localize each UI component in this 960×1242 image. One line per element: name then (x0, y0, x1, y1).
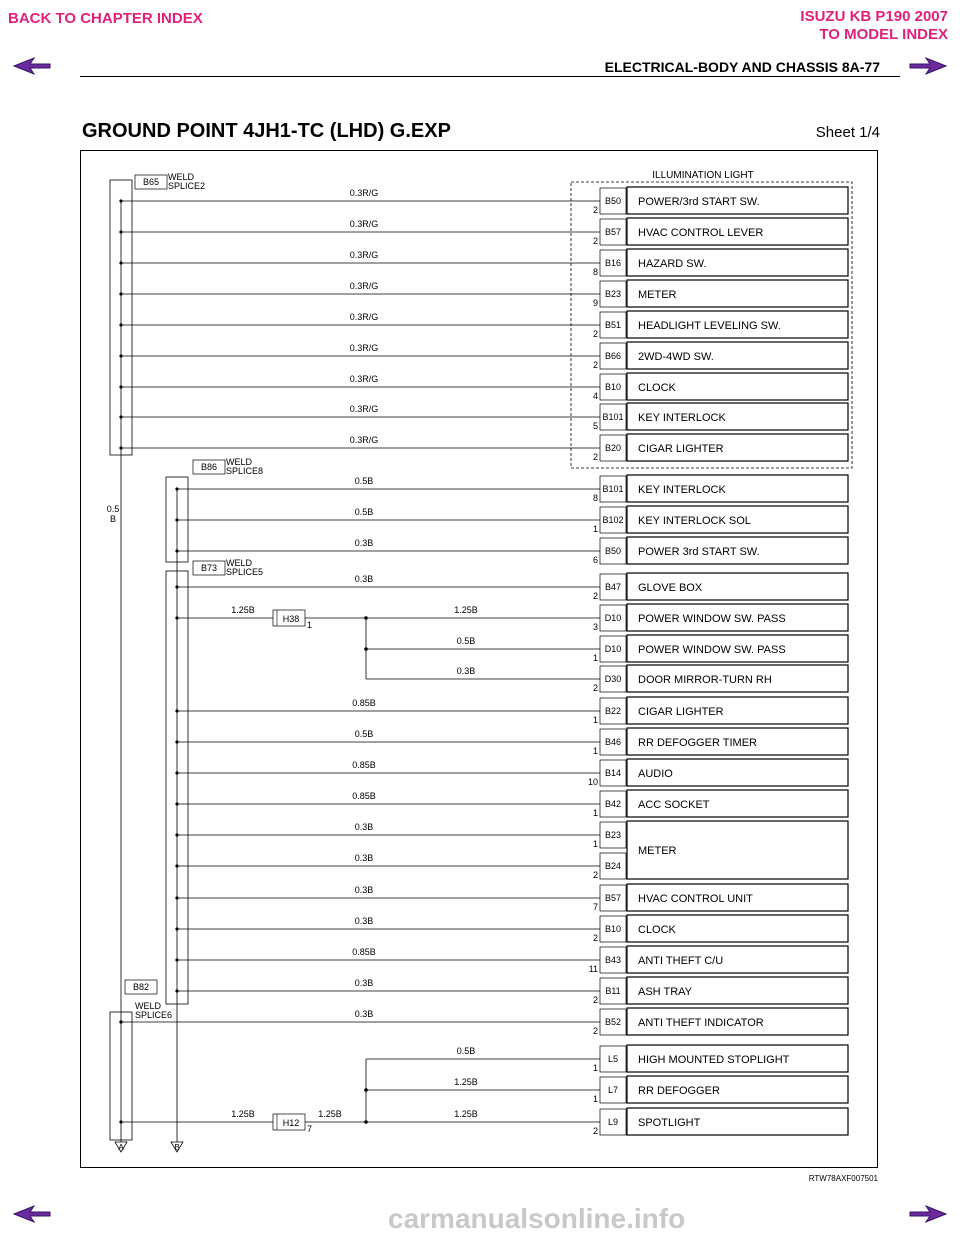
junction-dot (364, 1088, 368, 1092)
wire-size-label: 0.3R/G (349, 281, 379, 291)
model-name: ISUZU KB P190 2007 (800, 8, 948, 25)
connector-code: B102 (602, 515, 624, 525)
inline-connector-pin: 7 (307, 1124, 313, 1134)
splice-junction-dot (175, 802, 178, 805)
connector-code: B20 (604, 443, 622, 453)
inline-connector-pin: 1 (307, 620, 313, 630)
wire-size-label: 0.3R/G (349, 374, 379, 384)
wire-size-label: 0.3B (354, 538, 374, 548)
connector-code: D10 (604, 644, 622, 654)
main-wire-size-label: B (109, 514, 117, 524)
component-name: HVAC CONTROL LEVER (638, 227, 764, 239)
connector-pin: 2 (592, 1126, 598, 1136)
wire-size-label: 0.3R/G (349, 435, 379, 445)
connector-code: B57 (604, 227, 622, 237)
connector-pin: 2 (592, 360, 598, 370)
back-to-chapter-index-link[interactable]: BACK TO CHAPTER INDEX (8, 10, 203, 27)
component-name: CIGAR LIGHTER (638, 706, 724, 718)
splice-junction-dot (175, 585, 178, 588)
connector-code: B66 (604, 351, 622, 361)
wire-size-label: 0.3B (354, 822, 374, 832)
component-name: 2WD-4WD SW. (638, 351, 714, 363)
splice-code: B65 (142, 177, 160, 187)
splice-junction-dot (119, 199, 122, 202)
component-name: HAZARD SW. (638, 258, 707, 270)
junction-dot (364, 616, 368, 620)
splice-junction-dot (119, 354, 122, 357)
connector-pin: 3 (592, 622, 598, 632)
component-name: CLOCK (638, 924, 676, 936)
splice-junction-dot (175, 487, 178, 490)
wire-size-label: 1.25B (454, 1077, 478, 1087)
connector-pin: 1 (592, 715, 598, 725)
component-name: CLOCK (638, 382, 676, 394)
splice-label: WELD (226, 457, 253, 467)
wire-size-label: 0.5B (456, 636, 476, 646)
splice-junction-dot (175, 864, 178, 867)
connector-pin: 1 (592, 839, 598, 849)
splice-junction-dot (175, 549, 178, 552)
component-name: GLOVE BOX (638, 582, 703, 594)
splice-junction-dot (119, 415, 122, 418)
connector-pin: 10 (587, 777, 598, 787)
wire-size-label: 0.3R/G (349, 343, 379, 353)
connector-pin: 1 (592, 524, 598, 534)
connector-code: B10 (604, 382, 622, 392)
wire-size-label: 0.5B (456, 1046, 476, 1056)
connector-pin: 2 (592, 933, 598, 943)
wire-size-label: 0.3B (354, 978, 374, 988)
splice-junction-dot (119, 1120, 122, 1123)
connector-pin: 2 (592, 236, 598, 246)
watermark: carmanualsonline.info (388, 1203, 686, 1234)
connector-pin: 1 (592, 1063, 598, 1073)
ground-terminal-label: B (174, 1143, 180, 1152)
splice-junction-dot (119, 446, 122, 449)
junction-dot (364, 647, 368, 651)
component-name: RR DEFOGGER (638, 1085, 720, 1097)
connector-pin: 2 (592, 870, 598, 880)
connector-pin: 2 (592, 1026, 598, 1036)
connector-code: B16 (604, 258, 622, 268)
wire-size-label: 0.3B (354, 853, 374, 863)
section-title: ELECTRICAL-BODY AND CHASSIS 8A-77 (604, 59, 880, 75)
connector-pin: 2 (592, 329, 598, 339)
connector-pin: 11 (588, 964, 598, 974)
figure-reference: RTW78AXF007501 (808, 1174, 878, 1183)
to-model-index-link[interactable]: TO MODEL INDEX (819, 26, 948, 43)
splice-junction-dot (119, 230, 122, 233)
component-name: HIGH MOUNTED STOPLIGHT (638, 1054, 790, 1066)
connector-code: B50 (604, 196, 622, 206)
connector-pin: 7 (592, 902, 598, 912)
main-wire-size-label: 0.5 (106, 504, 120, 514)
splice-label: SPLICE2 (168, 181, 206, 191)
component-name: POWER WINDOW SW. PASS (638, 644, 786, 656)
splice-label: WELD (135, 1001, 162, 1011)
connector-pin: 2 (592, 591, 598, 601)
splice-label: SPLICE8 (226, 466, 264, 476)
splice-junction-dot (119, 323, 122, 326)
wire-size-label: 0.3R/G (349, 250, 379, 260)
splice-label: WELD (168, 172, 195, 182)
diagram-title: GROUND POINT 4JH1-TC (LHD) G.EXP (82, 120, 451, 142)
component-name: HEADLIGHT LEVELING SW. (638, 320, 781, 332)
component-name: RR DEFOGGER TIMER (638, 737, 757, 749)
inline-connector-code: H38 (282, 614, 300, 624)
component-name: KEY INTERLOCK (638, 484, 726, 496)
component-name: METER (638, 845, 677, 857)
connector-code: B46 (604, 737, 622, 747)
wire-size-label: 0.3B (354, 916, 374, 926)
connector-pin: 8 (592, 267, 598, 277)
splice-junction-dot (175, 833, 178, 836)
connector-pin: 2 (592, 995, 598, 1005)
connector-code: B10 (604, 924, 622, 934)
connector-pin: 9 (592, 298, 598, 308)
connector-code: B14 (604, 768, 622, 778)
wire-size-label: 0.3B (456, 666, 476, 676)
connector-pin: 2 (592, 452, 598, 462)
wire-size-label: 1.25B (231, 605, 255, 615)
splice-junction-dot (175, 927, 178, 930)
splice-junction-dot (119, 1020, 122, 1023)
wire-size-label: 1.25B (318, 1109, 342, 1119)
wire-size-label: 0.85B (352, 760, 376, 770)
wire-size-label: 0.5B (354, 729, 374, 739)
wire-size-label: 0.3B (354, 1009, 374, 1019)
connector-code: B101 (602, 412, 624, 422)
wire-size-label: 1.25B (454, 605, 478, 615)
splice-junction-dot (119, 385, 122, 388)
wire-size-label: 0.3B (354, 885, 374, 895)
wire-size-label: 0.3B (354, 574, 374, 584)
connector-code: L7 (607, 1085, 619, 1095)
splice-junction-dot (119, 292, 122, 295)
connector-code: B50 (604, 546, 622, 556)
component-name: KEY INTERLOCK SOL (638, 515, 751, 527)
splice-junction-dot (175, 709, 178, 712)
wire-size-label: 0.85B (352, 791, 376, 801)
component-name: SPOTLIGHT (638, 1117, 701, 1129)
wire-size-label: 0.3R/G (349, 404, 379, 414)
connector-code: B47 (604, 582, 622, 592)
next-page-arrow-icon[interactable] (908, 1204, 948, 1224)
component-name: ASH TRAY (638, 986, 692, 998)
component-name: POWER/3rd START SW. (638, 196, 760, 208)
splice-junction-dot (175, 989, 178, 992)
connector-code: D30 (604, 674, 622, 684)
splice-label: WELD (226, 558, 253, 568)
connector-code: B101 (602, 484, 624, 494)
connector-code: B52 (604, 1017, 622, 1027)
wire-size-label: 0.85B (352, 698, 376, 708)
connector-code: B23 (604, 830, 622, 840)
junction-dot (364, 1120, 368, 1124)
splice-junction-dot (175, 896, 178, 899)
connector-pin: 2 (592, 205, 598, 215)
connector-pin: 1 (592, 808, 598, 818)
component-name: HVAC CONTROL UNIT (638, 893, 753, 905)
connector-code: B24 (604, 861, 622, 871)
component-name: KEY INTERLOCK (638, 412, 726, 424)
splice-code: B86 (200, 462, 218, 472)
connector-pin: 1 (592, 746, 598, 756)
component-name: ANTI THEFT INDICATOR (638, 1017, 764, 1029)
connector-pin: 8 (592, 493, 598, 503)
splice-code: B73 (200, 563, 218, 573)
connector-code: D10 (604, 613, 622, 623)
component-name: CIGAR LIGHTER (638, 443, 724, 455)
wire-size-label: 0.3R/G (349, 188, 379, 198)
connector-pin: 5 (592, 421, 598, 431)
component-name: DOOR MIRROR-TURN RH (638, 674, 772, 686)
component-name: AUDIO (638, 768, 673, 780)
component-name: ACC SOCKET (638, 799, 710, 811)
sheet-number: Sheet 1/4 (815, 124, 880, 141)
connector-code: B51 (604, 320, 622, 330)
connector-code: L5 (607, 1054, 619, 1064)
connector-pin: 1 (592, 1094, 598, 1104)
splice-junction-dot (175, 518, 178, 521)
component-name: POWER 3rd START SW. (638, 546, 760, 558)
connector-pin: 6 (592, 555, 598, 565)
wire-size-label: 0.5B (354, 476, 374, 486)
wire-size-label: 0.5B (354, 507, 374, 517)
ground-terminal-label: A (118, 1143, 124, 1152)
inline-connector-code: H12 (282, 1118, 300, 1128)
wire-size-label: 0.3R/G (349, 219, 379, 229)
component-name: POWER WINDOW SW. PASS (638, 613, 786, 625)
illumination-group-label: ILLUMINATION LIGHT (652, 170, 754, 181)
component-name: ANTI THEFT C/U (638, 955, 724, 967)
splice-label: SPLICE6 (135, 1010, 173, 1020)
connector-code: L9 (607, 1117, 619, 1127)
connector-code: B42 (604, 799, 622, 809)
previous-page-arrow-icon[interactable] (12, 1204, 52, 1224)
connector-code: B22 (604, 706, 622, 716)
connector-code: B43 (604, 955, 622, 965)
splice-junction-dot (175, 958, 178, 961)
connector-code: B11 (605, 986, 621, 996)
splice-junction-dot (175, 616, 178, 619)
connector-pin: 2 (592, 683, 598, 693)
splice-label: SPLICE5 (226, 567, 264, 577)
connector-code: B23 (604, 289, 622, 299)
connector-pin: 1 (592, 653, 598, 663)
connector-pin: 4 (592, 391, 598, 401)
wire-size-label: 1.25B (231, 1109, 255, 1119)
component-name: METER (638, 289, 677, 301)
splice-junction-dot (119, 261, 122, 264)
splice-junction-dot (175, 771, 178, 774)
wire-size-label: 1.25B (454, 1109, 478, 1119)
connector-code: B57 (604, 893, 622, 903)
splice-junction-dot (175, 740, 178, 743)
wire-size-label: 0.85B (352, 947, 376, 957)
wire-size-label: 0.3R/G (349, 312, 379, 322)
splice-code: B82 (132, 982, 150, 992)
